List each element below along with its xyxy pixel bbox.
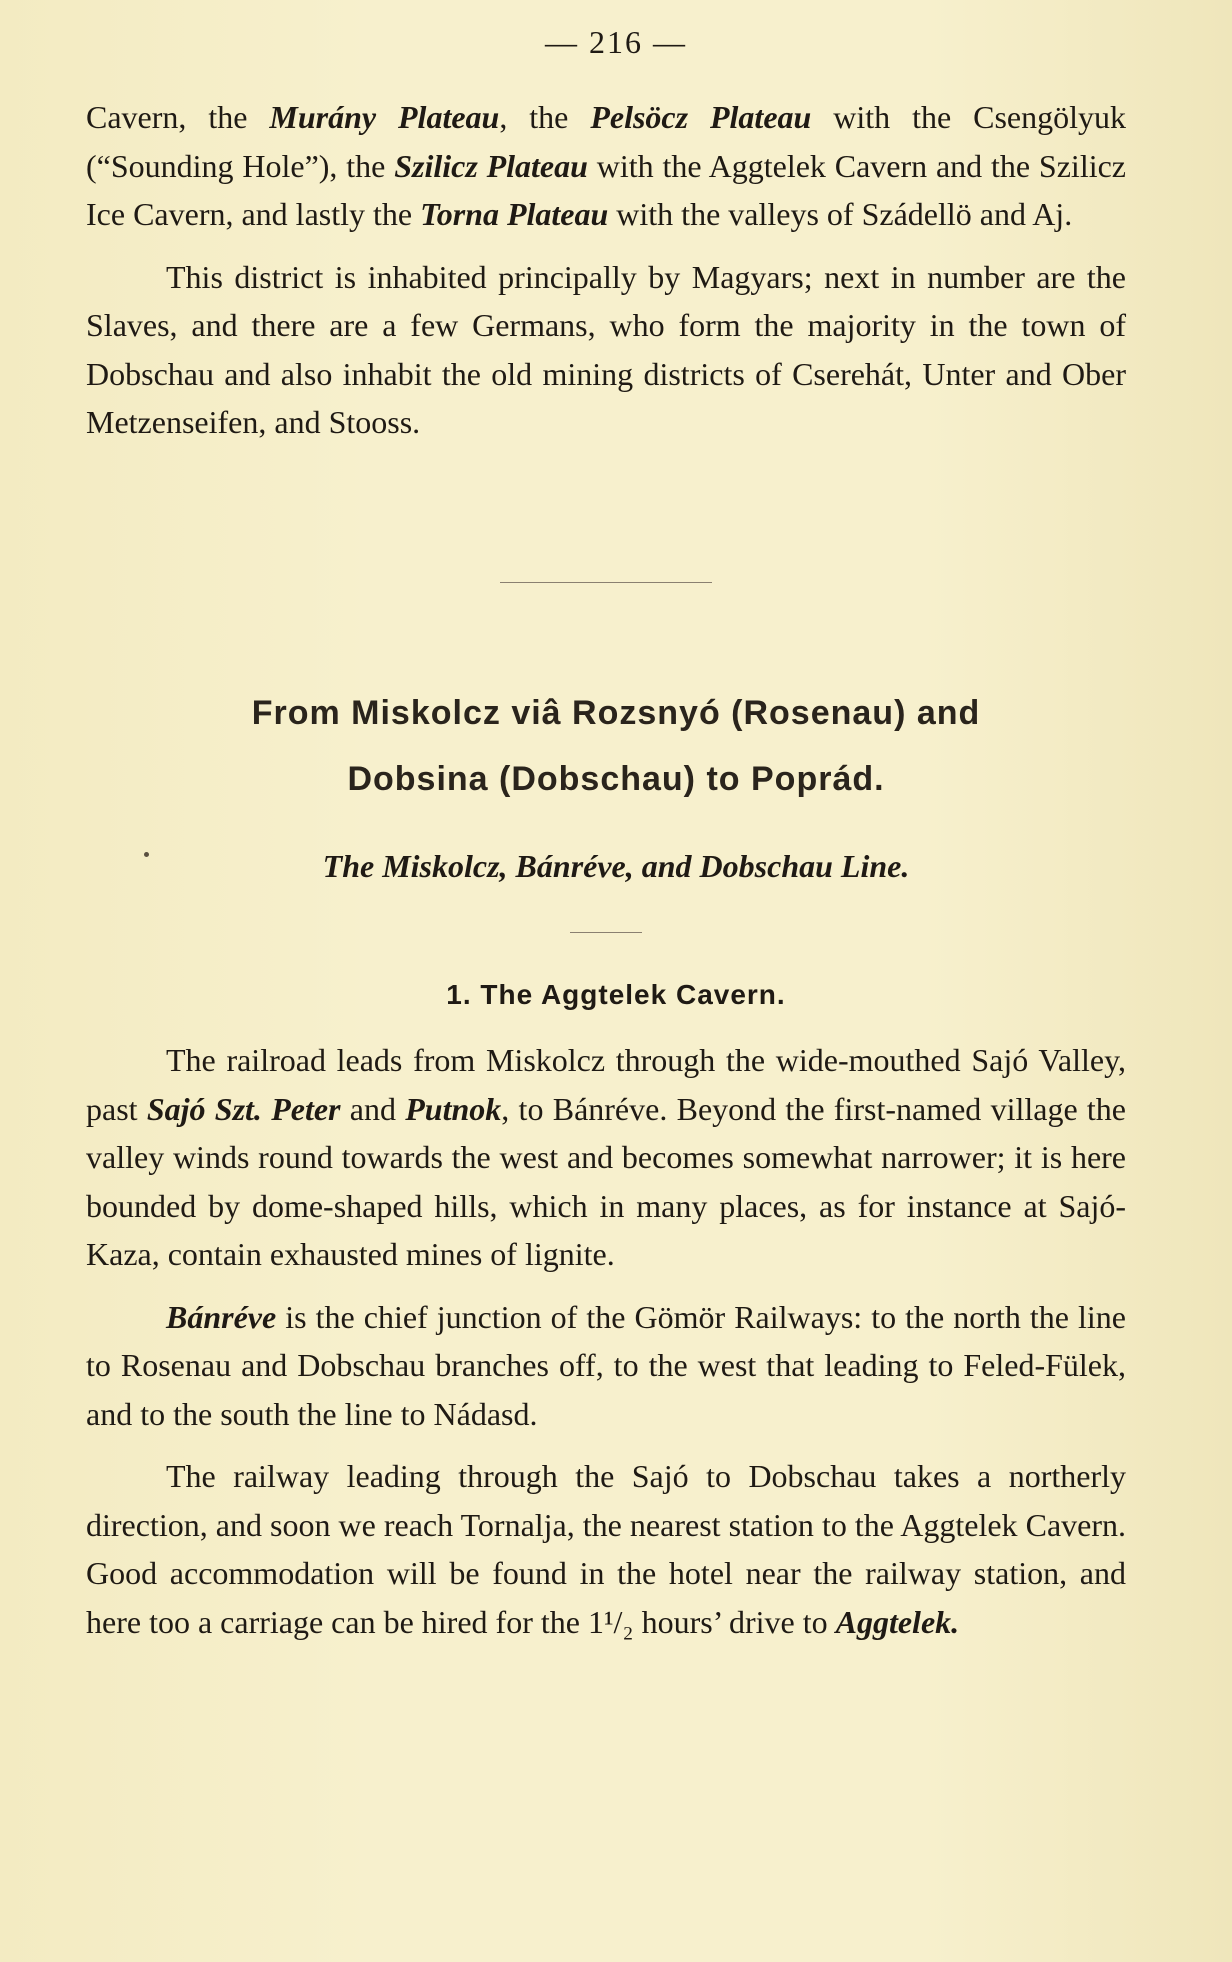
body-paragraph-2: Bánréve is the chief junction of the Gömör Railways: to the north the line to Rosenau and Dobschau branches off, to the west that leading to Feled-Fülek, and to the south the line to Nádasd. — [86, 1298, 1126, 1432]
chapter-heading-line-2: Dobsina (Dobschau) to Poprád. — [347, 760, 885, 798]
chapter-heading — [0, 680, 1232, 812]
place-name: Putnok — [405, 1090, 502, 1127]
place-name: Torna Plateau — [420, 196, 609, 232]
place-name: Aggtelek. — [835, 1603, 960, 1640]
place-name: Szilicz Plateau — [394, 147, 588, 184]
section-title: 1. The Aggtelek Cavern. — [446, 979, 786, 1010]
body-paragraph-1: The railroad leads from Miskolcz through the wide-mouthed Sajó Valley, past Sajó Szt. Peter and Putnok, to Bánréve. Beyond the first-named village the valley winds round towards the west and becomes somewhat narrower; it is here bounded by dome-shaped hills, which in many places, as for instance at Sajó-Kaza, contain exhausted mines of lignite. — [86, 1042, 1127, 1272]
route-subheading: The Miskolcz, Bánréve, and Dobschau Line. — [322, 848, 910, 884]
short-divider — [570, 932, 642, 933]
body-paragraph-3: The railway leading through the Sajó to Dobschau takes a northerly direction, and soon we reach Tornalja, the nearest station to the Aggtelek Cavern. Good accommodation will be found in the hotel near the railway station, and here too a carriage can be hired for the 1¹/₂ hours’ drive to Aggtelek. — [86, 1458, 1126, 1640]
duration-value: 1¹/₂ — [587, 1603, 634, 1640]
intro-paragraph-1: Cavern, the Murány Plateau, the Pelsöcz Plateau with the Csengölyuk (“Sounding Hole”), the Szilicz Plateau with the Aggtelek Cavern and the Szilicz Ice Cavern, and lastly the Torna Plateau with the valleys of Szádellö and Aj. — [86, 99, 1127, 232]
place-name: Bánréve — [166, 1298, 277, 1335]
intro-text — [86, 93, 1126, 447]
body-text — [86, 1036, 1126, 1646]
section-divider — [500, 582, 712, 583]
place-name: Sajó Szt. Peter — [146, 1090, 341, 1127]
place-name: Murány Plateau — [269, 99, 500, 135]
place-name: Pelsöcz Plateau — [590, 99, 812, 135]
page-number: — 216 — — [545, 24, 687, 60]
intro-paragraph-2: This district is inhabited principally by Magyars; next in number are the Slaves, and there are a few Germans, who form the majority in the town of Dobschau and also inhabit the old mining districts of Cserehát, Unter and Ober Metzenseifen, and Stooss. — [86, 258, 1126, 440]
chapter-heading-line-1: From Miskolcz viâ Rozsnyó (Rosenau) and — [251, 694, 981, 732]
